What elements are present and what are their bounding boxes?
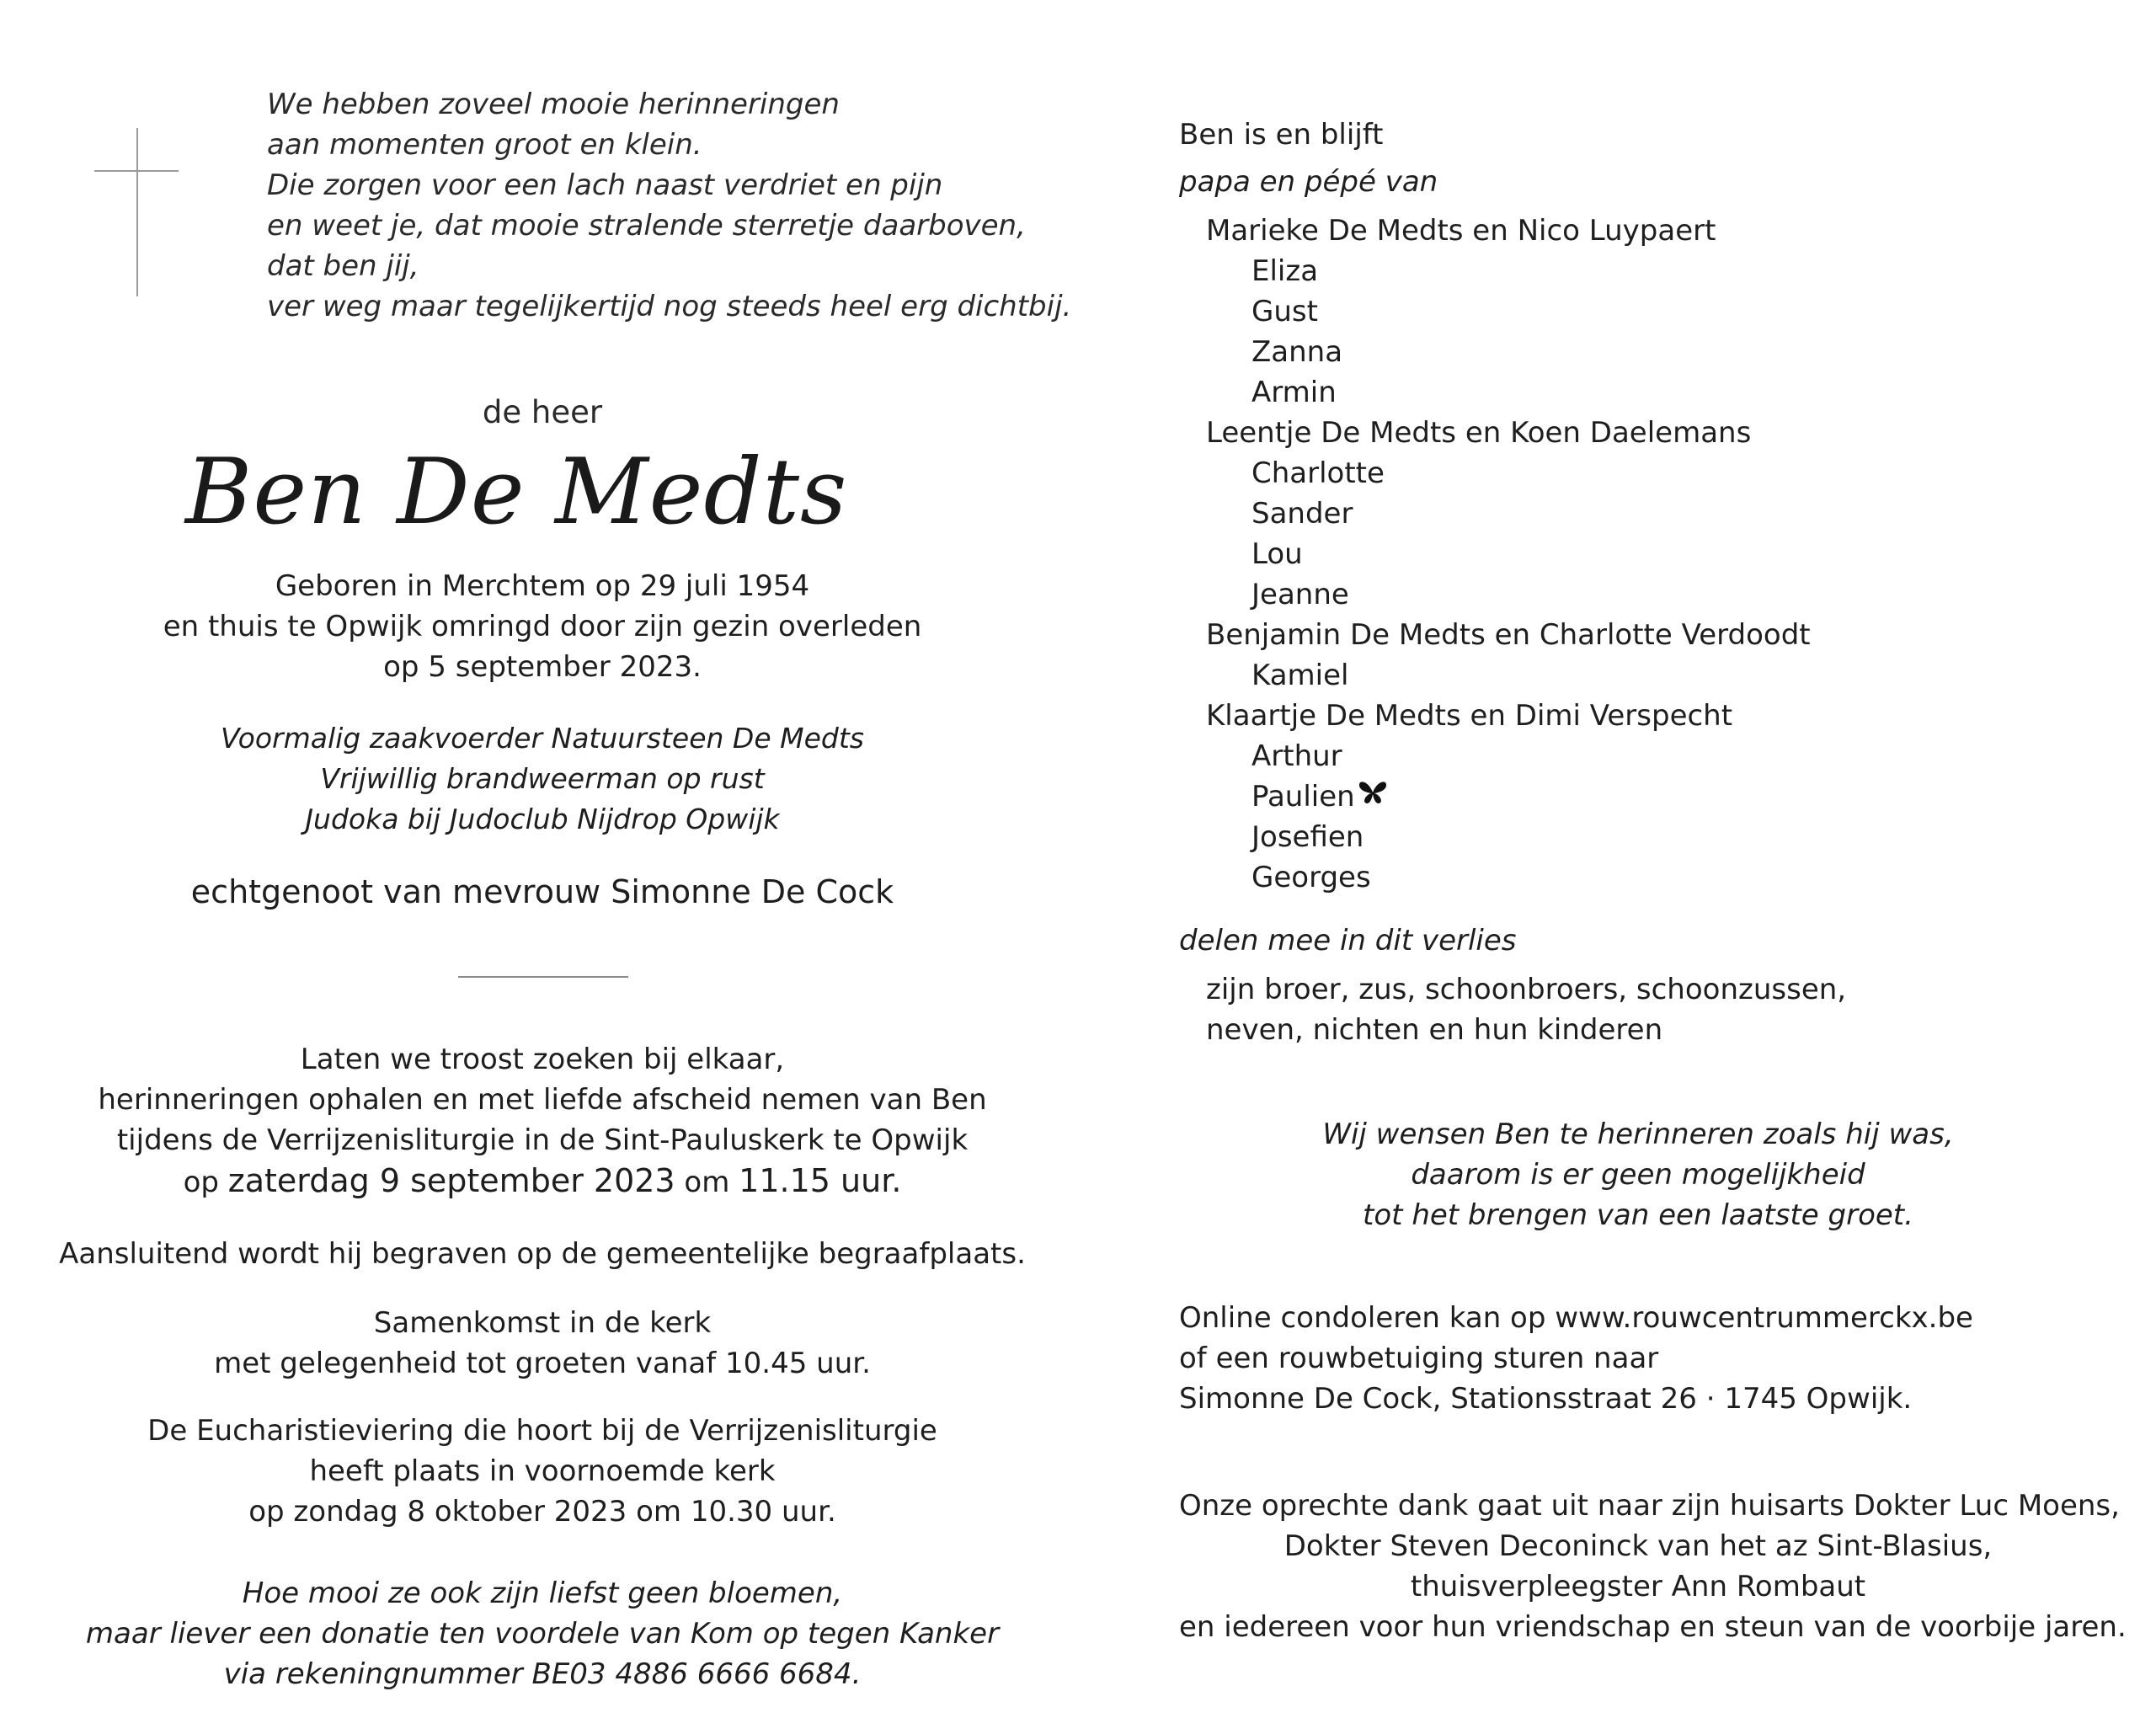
flowers-line: maar liever een donatie ten voordele van Kom op tegen Kanker xyxy=(85,1617,1000,1651)
eucharist-info xyxy=(51,1411,1034,1532)
liturgy-line: Laten we troost zoeken bij elkaar, xyxy=(300,1043,785,1076)
liturgy-date: zaterdag 9 september 2023 xyxy=(227,1162,675,1199)
poem-line: We hebben zoveel mooie herinneringen xyxy=(267,88,840,121)
child-couple: Marieke De Medts en Nico Luypaert xyxy=(1206,214,1716,248)
flowers-line: Hoe mooi ze ook zijn liefst geen bloemen, xyxy=(242,1577,843,1610)
flowers-info xyxy=(51,1573,1034,1694)
grandchild: Sander xyxy=(1251,497,1353,531)
liturgy-info xyxy=(51,1039,1034,1203)
liturgy-date-mid: om xyxy=(675,1166,739,1199)
grandchild: Gust xyxy=(1251,295,1318,328)
share-line: neven, nichten en hun kinderen xyxy=(1206,1013,1663,1047)
gathering-info xyxy=(51,1303,1034,1384)
roles xyxy=(51,718,1034,840)
eucharist-line: heeft plaats in voornoemde kerk xyxy=(309,1454,776,1488)
poem-line: dat ben jij, xyxy=(267,249,419,283)
thanks-line: Dokter Steven Deconinck van het az Sint-Blasius, xyxy=(1283,1529,1993,1563)
liturgy-date-pre: op xyxy=(183,1166,228,1199)
grandchild: Josefien xyxy=(1251,820,1364,854)
wish-line: Wij wensen Ben te herinneren zoals hij was, xyxy=(1322,1118,1954,1151)
child-couple: Klaartje De Medts en Dimi Verspecht xyxy=(1206,699,1733,733)
grandchild: Arthur xyxy=(1251,739,1342,773)
share-label: delen mee in dit verlies xyxy=(1179,924,1517,958)
family-relation: papa en pépé van xyxy=(1179,165,1438,199)
flowers-line: via rekeningnummer BE03 4886 6666 6684. xyxy=(223,1657,862,1691)
wish-line: daarom is er geen mogelijkheid xyxy=(1411,1158,1865,1192)
poem-line: en weet je, dat mooie stralende sterretje daarboven, xyxy=(267,209,1026,243)
child-couple: Leentje De Medts en Koen Daelemans xyxy=(1206,416,1752,450)
share-text xyxy=(1206,969,1846,1050)
cross-icon-vertical xyxy=(136,128,138,296)
grandchild-deceased xyxy=(1179,776,1811,817)
thanks-line: en iedereen voor hun vriendschap en steun van de voorbije jaren. xyxy=(1179,1610,2127,1644)
grandchild: Armin xyxy=(1251,376,1337,409)
liturgy-line: tijdens de Verrijzenisliturgie in de Sint-Pauluskerk te Opwijk xyxy=(116,1123,969,1157)
role-line: Vrijwillig brandweerman op rust xyxy=(320,762,765,795)
online-condolence xyxy=(1179,1298,1973,1419)
thanks xyxy=(1179,1486,2127,1647)
grandchild: Lou xyxy=(1251,537,1303,571)
grandchild: Zanna xyxy=(1251,335,1343,369)
grandchild: Kamiel xyxy=(1251,659,1349,692)
butterfly-icon xyxy=(1357,776,1389,817)
eucharist-line: op zondag 8 oktober 2023 om 10.30 uur. xyxy=(248,1495,836,1529)
birth-death-line: op 5 september 2023. xyxy=(383,650,702,684)
grandchild: Eliza xyxy=(1251,254,1319,288)
divider xyxy=(458,976,628,978)
eucharist-line: De Eucharistieviering die hoort bij de Verrijzenisliturgie xyxy=(147,1414,937,1448)
grandchild: Jeanne xyxy=(1251,578,1349,611)
birth-death-line: Geboren in Merchtem op 29 juli 1954 xyxy=(275,569,810,603)
grandchild: Georges xyxy=(1251,861,1371,894)
grandchild-name: Paulien xyxy=(1251,780,1355,814)
liturgy-date-line xyxy=(51,1160,1034,1203)
online-line: Simonne De Cock, Stationsstraat 26 · 1745 Opwijk. xyxy=(1179,1382,1913,1416)
deceased-name: Ben De Medts xyxy=(185,440,848,545)
liturgy-time: 11.15 uur. xyxy=(739,1162,902,1199)
poem xyxy=(267,84,1071,327)
name-prefix: de heer xyxy=(482,394,603,430)
cross-icon-horizontal xyxy=(94,170,179,172)
liturgy-line: herinneringen ophalen en met liefde afscheid nemen van Ben xyxy=(98,1083,987,1117)
poem-line: Die zorgen voor een lach naast verdriet en pijn xyxy=(267,168,943,202)
gathering-line: Samenkomst in de kerk xyxy=(373,1306,712,1340)
wish xyxy=(1179,1114,2097,1235)
online-line: Online condoleren kan op www.rouwcentrummerckx.be xyxy=(1179,1301,1973,1335)
family-intro xyxy=(1179,115,1438,202)
birth-death-info xyxy=(51,566,1034,687)
role-line: Voormalig zaakvoerder Natuursteen De Medts xyxy=(221,722,864,755)
share-line: zijn broer, zus, schoonbroers, schoonzussen, xyxy=(1206,973,1847,1006)
grandchild: Charlotte xyxy=(1251,456,1385,490)
online-line: of een rouwbetuiging sturen naar xyxy=(1179,1342,1659,1375)
child-couple: Benjamin De Medts en Charlotte Verdoodt xyxy=(1206,618,1811,652)
role-line: Judoka bij Judoclub Nijdrop Opwijk xyxy=(305,803,780,835)
thanks-line: thuisverpleegster Ann Rombaut xyxy=(1410,1570,1866,1603)
gathering-line: met gelegenheid tot groeten vanaf 10.45 uur. xyxy=(214,1347,871,1380)
poem-line: ver weg maar tegelijkertijd nog steeds heel erg dichtbij. xyxy=(267,290,1072,323)
poem-line: aan momenten groot en klein. xyxy=(267,128,702,162)
burial-info: Aansluitend wordt hij begraven op de gemeentelijke begraafplaats. xyxy=(59,1237,1026,1271)
wish-line: tot het brengen van een laatste groet. xyxy=(1363,1198,1913,1232)
family-intro-line: Ben is en blijft xyxy=(1179,118,1384,152)
family-list xyxy=(1179,211,1811,898)
thanks-line: Onze oprechte dank gaat uit naar zijn huisarts Dokter Luc Moens, xyxy=(1179,1489,2120,1523)
spouse: echtgenoot van mevrouw Simonne De Cock xyxy=(190,873,894,910)
birth-death-line: en thuis te Opwijk omringd door zijn gezin overleden xyxy=(163,610,922,643)
